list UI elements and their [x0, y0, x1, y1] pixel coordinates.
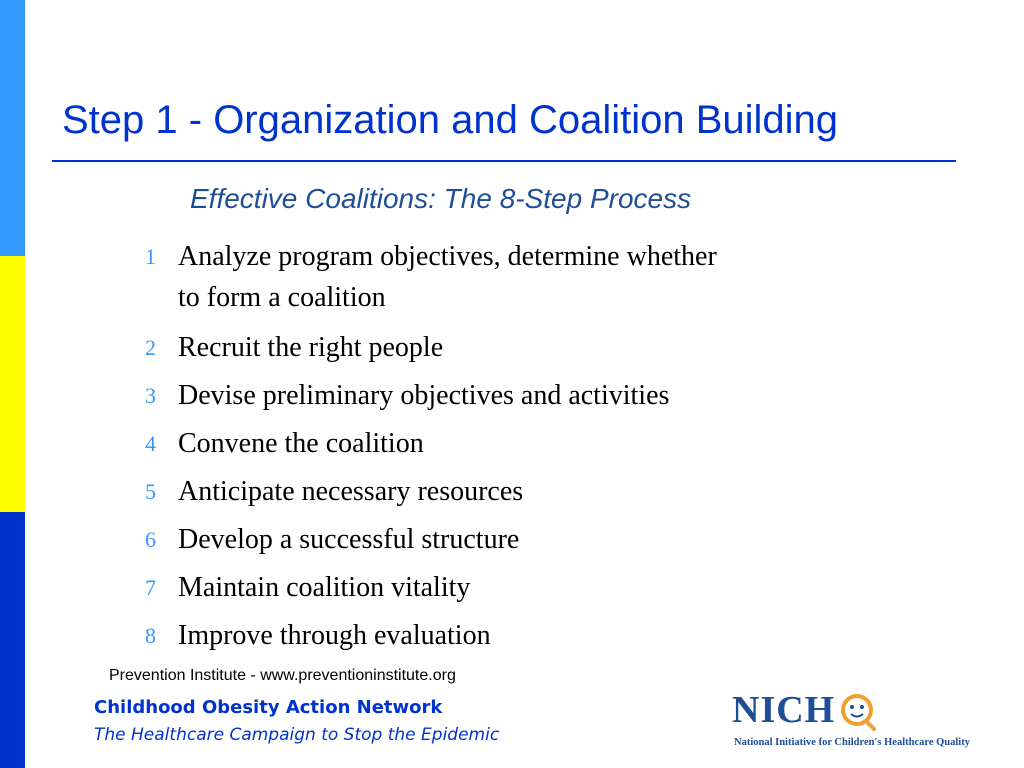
- slide-subtitle: Effective Coalitions: The 8-Step Process: [190, 183, 692, 214]
- step-list: [132, 236, 852, 666]
- step-text: Anticipate necessary resources: [178, 476, 524, 507]
- step-text: Devise preliminary objectives and activities: [178, 380, 670, 411]
- step-number: 8: [145, 623, 156, 648]
- nichq-logo: [732, 688, 992, 756]
- source-credit: Prevention Institute - www.preventioninstitute.org: [109, 667, 456, 684]
- step-item: [132, 378, 852, 414]
- step-number: 5: [145, 479, 156, 504]
- step-number: 2: [145, 335, 156, 360]
- step-text-line: to form a coalition: [178, 282, 386, 313]
- step-text-line: Analyze program objectives, determine whether: [178, 241, 717, 272]
- logo-subtitle: National Initiative for Children's Healthcare Quality: [734, 737, 970, 748]
- step-number: 6: [145, 527, 156, 552]
- organization-name: Childhood Obesity Action Network: [94, 697, 443, 718]
- step-item: [132, 474, 852, 510]
- title-divider: [52, 160, 956, 162]
- side-bar-yellow: [0, 256, 25, 512]
- step-number: 1: [145, 244, 156, 269]
- step-text: [178, 236, 717, 318]
- step-item: [132, 426, 852, 462]
- logo-q-face-icon: [838, 692, 878, 732]
- step-item: [132, 330, 852, 366]
- step-item: [132, 236, 852, 318]
- step-item: [132, 522, 852, 558]
- organization-tagline: The Healthcare Campaign to Stop the Epidemic: [94, 725, 500, 745]
- step-text: Maintain coalition vitality: [178, 572, 471, 603]
- side-bar-blue-bottom: [0, 512, 25, 768]
- step-number: 4: [145, 431, 156, 456]
- slide-title: Step 1 - Organization and Coalition Building: [62, 98, 839, 142]
- step-item: [132, 570, 852, 606]
- step-item: [132, 618, 852, 654]
- step-text: Recruit the right people: [178, 332, 444, 363]
- logo-wordmark: NICH: [732, 689, 836, 731]
- side-bar-blue-top: [0, 0, 25, 256]
- step-text: Develop a successful structure: [178, 524, 520, 555]
- step-number: 7: [145, 575, 156, 600]
- step-text: Improve through evaluation: [178, 620, 491, 651]
- step-number: 3: [145, 383, 156, 408]
- step-text: Convene the coalition: [178, 428, 424, 459]
